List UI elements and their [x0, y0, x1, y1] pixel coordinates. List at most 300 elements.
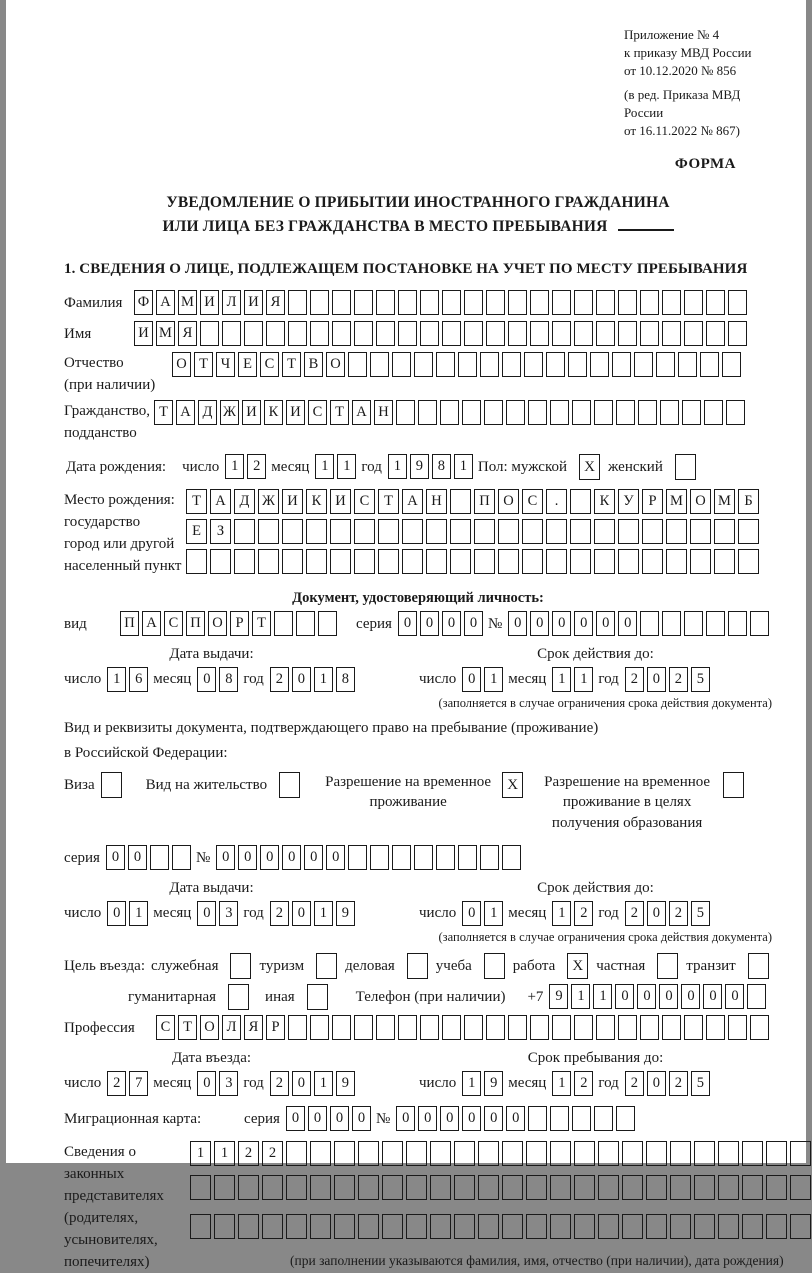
char-cell[interactable] [790, 1141, 811, 1166]
char-cell[interactable]: 3 [219, 901, 238, 926]
char-cell[interactable]: 1 [315, 454, 334, 479]
char-cell[interactable] [334, 1141, 355, 1166]
char-cell[interactable] [282, 519, 303, 544]
char-cell[interactable] [718, 1214, 739, 1239]
char-cell[interactable] [392, 352, 411, 377]
temp-residence-education-checkbox[interactable] [723, 772, 744, 798]
char-cell[interactable] [414, 352, 433, 377]
char-cell[interactable] [376, 290, 395, 315]
char-cell[interactable] [378, 549, 399, 574]
char-cell[interactable] [662, 290, 681, 315]
char-cell[interactable] [222, 321, 241, 346]
char-cell[interactable]: А [156, 290, 175, 315]
char-cell[interactable] [286, 1141, 307, 1166]
char-cell[interactable] [530, 290, 549, 315]
char-cell[interactable]: И [286, 400, 305, 425]
char-cell[interactable]: 0 [292, 901, 311, 926]
char-cell[interactable]: 7 [129, 1071, 148, 1096]
char-cell[interactable] [618, 549, 639, 574]
char-cell[interactable] [660, 400, 679, 425]
char-cell[interactable] [480, 352, 499, 377]
char-cell[interactable]: С [156, 1015, 175, 1040]
char-cell[interactable] [550, 1106, 569, 1131]
char-cell[interactable]: Т [154, 400, 173, 425]
char-cell[interactable] [234, 519, 255, 544]
char-cell[interactable] [694, 1214, 715, 1239]
char-cell[interactable] [714, 549, 735, 574]
char-cell[interactable]: Р [266, 1015, 285, 1040]
char-cell[interactable]: 1 [314, 901, 333, 926]
char-cell[interactable] [464, 1015, 483, 1040]
char-cell[interactable] [738, 549, 759, 574]
char-cell[interactable] [670, 1214, 691, 1239]
char-cell[interactable]: Н [374, 400, 393, 425]
char-cell[interactable]: 9 [336, 1071, 355, 1096]
char-cell[interactable] [590, 352, 609, 377]
char-cell[interactable]: 0 [128, 845, 147, 870]
char-cell[interactable]: О [208, 611, 227, 636]
char-cell[interactable] [436, 845, 455, 870]
char-cell[interactable] [682, 400, 701, 425]
char-cell[interactable] [402, 549, 423, 574]
char-cell[interactable] [706, 611, 725, 636]
char-cell[interactable] [288, 321, 307, 346]
char-cell[interactable] [662, 1015, 681, 1040]
char-cell[interactable] [358, 1141, 379, 1166]
char-cell[interactable]: С [260, 352, 279, 377]
char-cell[interactable] [750, 1015, 769, 1040]
char-cell[interactable]: 0 [464, 611, 483, 636]
char-cell[interactable] [622, 1214, 643, 1239]
char-cell[interactable] [718, 1141, 739, 1166]
char-cell[interactable] [454, 1214, 475, 1239]
char-cell[interactable]: 0 [197, 1071, 216, 1096]
char-cell[interactable]: 2 [625, 667, 644, 692]
char-cell[interactable] [728, 1015, 747, 1040]
char-cell[interactable]: 2 [247, 454, 266, 479]
char-cell[interactable]: Т [330, 400, 349, 425]
char-cell[interactable]: Ч [216, 352, 235, 377]
char-cell[interactable] [426, 519, 447, 544]
char-cell[interactable] [238, 1175, 259, 1200]
char-cell[interactable] [426, 549, 447, 574]
char-cell[interactable]: Н [426, 489, 447, 514]
char-cell[interactable] [612, 352, 631, 377]
visa-checkbox[interactable] [101, 772, 122, 798]
char-cell[interactable] [670, 1175, 691, 1200]
char-cell[interactable]: П [186, 611, 205, 636]
char-cell[interactable] [766, 1175, 787, 1200]
temp-residence-checkbox[interactable]: X [502, 772, 523, 798]
char-cell[interactable]: 0 [260, 845, 279, 870]
char-cell[interactable] [486, 290, 505, 315]
char-cell[interactable] [726, 400, 745, 425]
char-cell[interactable] [646, 1141, 667, 1166]
char-cell[interactable]: 1 [484, 667, 503, 692]
char-cell[interactable]: 0 [238, 845, 257, 870]
char-cell[interactable]: 8 [432, 454, 451, 479]
char-cell[interactable] [546, 549, 567, 574]
char-cell[interactable]: 1 [190, 1141, 211, 1166]
char-cell[interactable]: Я [244, 1015, 263, 1040]
char-cell[interactable] [458, 845, 477, 870]
char-cell[interactable] [552, 1015, 571, 1040]
char-cell[interactable] [288, 290, 307, 315]
char-cell[interactable] [722, 352, 741, 377]
char-cell[interactable]: Ф [134, 290, 153, 315]
char-cell[interactable]: 2 [574, 1071, 593, 1096]
char-cell[interactable] [474, 519, 495, 544]
char-cell[interactable]: О [200, 1015, 219, 1040]
char-cell[interactable] [508, 290, 527, 315]
char-cell[interactable]: О [498, 489, 519, 514]
char-cell[interactable] [210, 549, 231, 574]
char-cell[interactable] [522, 519, 543, 544]
char-cell[interactable]: Р [230, 611, 249, 636]
char-cell[interactable] [150, 845, 169, 870]
char-cell[interactable] [478, 1214, 499, 1239]
char-cell[interactable] [704, 400, 723, 425]
char-cell[interactable]: 0 [440, 1106, 459, 1131]
char-cell[interactable] [546, 352, 565, 377]
char-cell[interactable] [728, 321, 747, 346]
char-cell[interactable] [286, 1214, 307, 1239]
char-cell[interactable] [766, 1141, 787, 1166]
char-cell[interactable] [420, 290, 439, 315]
char-cell[interactable] [354, 321, 373, 346]
char-cell[interactable]: И [242, 400, 261, 425]
char-cell[interactable] [354, 519, 375, 544]
char-cell[interactable]: М [156, 321, 175, 346]
char-cell[interactable]: 0 [506, 1106, 525, 1131]
char-cell[interactable] [690, 519, 711, 544]
char-cell[interactable] [450, 549, 471, 574]
char-cell[interactable]: Б [738, 489, 759, 514]
char-cell[interactable] [190, 1214, 211, 1239]
char-cell[interactable] [618, 1015, 637, 1040]
char-cell[interactable] [420, 1015, 439, 1040]
char-cell[interactable]: 1 [214, 1141, 235, 1166]
char-cell[interactable]: И [200, 290, 219, 315]
char-cell[interactable]: 0 [107, 901, 126, 926]
char-cell[interactable] [594, 519, 615, 544]
char-cell[interactable] [282, 549, 303, 574]
char-cell[interactable]: 0 [703, 984, 722, 1009]
char-cell[interactable]: 1 [552, 1071, 571, 1096]
char-cell[interactable] [244, 321, 263, 346]
char-cell[interactable]: 0 [530, 611, 549, 636]
char-cell[interactable] [436, 352, 455, 377]
char-cell[interactable] [502, 352, 521, 377]
char-cell[interactable] [522, 549, 543, 574]
char-cell[interactable]: 2 [669, 667, 688, 692]
char-cell[interactable] [642, 549, 663, 574]
char-cell[interactable] [430, 1141, 451, 1166]
char-cell[interactable] [598, 1214, 619, 1239]
char-cell[interactable]: 2 [625, 1071, 644, 1096]
char-cell[interactable]: А [352, 400, 371, 425]
char-cell[interactable]: И [244, 290, 263, 315]
char-cell[interactable] [728, 611, 747, 636]
char-cell[interactable] [478, 1141, 499, 1166]
char-cell[interactable] [750, 611, 769, 636]
char-cell[interactable] [358, 1175, 379, 1200]
char-cell[interactable] [370, 352, 389, 377]
char-cell[interactable] [406, 1141, 427, 1166]
char-cell[interactable] [694, 1175, 715, 1200]
char-cell[interactable]: 1 [225, 454, 244, 479]
char-cell[interactable] [640, 611, 659, 636]
char-cell[interactable] [550, 1175, 571, 1200]
char-cell[interactable] [310, 1015, 329, 1040]
char-cell[interactable] [642, 519, 663, 544]
char-cell[interactable]: К [264, 400, 283, 425]
char-cell[interactable] [330, 519, 351, 544]
char-cell[interactable]: 0 [462, 1106, 481, 1131]
char-cell[interactable] [706, 1015, 725, 1040]
char-cell[interactable] [190, 1175, 211, 1200]
char-cell[interactable] [486, 321, 505, 346]
char-cell[interactable] [486, 1015, 505, 1040]
char-cell[interactable]: В [304, 352, 323, 377]
purpose-official-checkbox[interactable] [230, 953, 251, 979]
char-cell[interactable] [790, 1214, 811, 1239]
char-cell[interactable] [526, 1214, 547, 1239]
char-cell[interactable] [382, 1141, 403, 1166]
char-cell[interactable]: 0 [725, 984, 744, 1009]
purpose-tourism-checkbox[interactable] [316, 953, 337, 979]
char-cell[interactable] [464, 290, 483, 315]
char-cell[interactable] [684, 1015, 703, 1040]
purpose-other-checkbox[interactable] [307, 984, 328, 1010]
char-cell[interactable]: Т [252, 611, 271, 636]
char-cell[interactable]: 0 [286, 1106, 305, 1131]
char-cell[interactable]: 1 [388, 454, 407, 479]
char-cell[interactable] [634, 352, 653, 377]
char-cell[interactable]: Т [178, 1015, 197, 1040]
char-cell[interactable] [690, 549, 711, 574]
char-cell[interactable]: 1 [462, 1071, 481, 1096]
char-cell[interactable] [574, 1214, 595, 1239]
char-cell[interactable] [528, 400, 547, 425]
char-cell[interactable] [258, 549, 279, 574]
char-cell[interactable]: А [402, 489, 423, 514]
purpose-private-checkbox[interactable] [657, 953, 678, 979]
char-cell[interactable]: 0 [647, 901, 666, 926]
char-cell[interactable] [742, 1214, 763, 1239]
char-cell[interactable] [618, 290, 637, 315]
char-cell[interactable] [332, 321, 351, 346]
char-cell[interactable] [498, 519, 519, 544]
char-cell[interactable]: 0 [508, 611, 527, 636]
char-cell[interactable]: 0 [442, 611, 461, 636]
char-cell[interactable]: 1 [552, 901, 571, 926]
char-cell[interactable] [214, 1214, 235, 1239]
char-cell[interactable] [640, 1015, 659, 1040]
char-cell[interactable] [747, 984, 766, 1009]
char-cell[interactable]: 0 [106, 845, 125, 870]
char-cell[interactable]: Л [222, 1015, 241, 1040]
char-cell[interactable] [524, 352, 543, 377]
char-cell[interactable] [550, 400, 569, 425]
char-cell[interactable] [480, 845, 499, 870]
char-cell[interactable]: Т [378, 489, 399, 514]
char-cell[interactable] [440, 400, 459, 425]
char-cell[interactable] [266, 321, 285, 346]
purpose-work-checkbox[interactable]: X [567, 953, 588, 979]
char-cell[interactable]: 0 [396, 1106, 415, 1131]
char-cell[interactable] [286, 1175, 307, 1200]
char-cell[interactable]: 0 [647, 1071, 666, 1096]
char-cell[interactable] [594, 400, 613, 425]
char-cell[interactable]: 0 [292, 667, 311, 692]
char-cell[interactable] [414, 845, 433, 870]
char-cell[interactable] [546, 519, 567, 544]
char-cell[interactable] [332, 1015, 351, 1040]
char-cell[interactable]: 0 [615, 984, 634, 1009]
char-cell[interactable] [530, 321, 549, 346]
char-cell[interactable] [706, 290, 725, 315]
char-cell[interactable]: 1 [593, 984, 612, 1009]
char-cell[interactable] [570, 489, 591, 514]
char-cell[interactable] [214, 1175, 235, 1200]
char-cell[interactable]: 2 [238, 1141, 259, 1166]
char-cell[interactable]: 0 [304, 845, 323, 870]
char-cell[interactable] [420, 321, 439, 346]
char-cell[interactable]: 1 [454, 454, 473, 479]
char-cell[interactable]: 0 [398, 611, 417, 636]
char-cell[interactable] [550, 1214, 571, 1239]
char-cell[interactable]: 2 [270, 667, 289, 692]
char-cell[interactable]: 1 [552, 667, 571, 692]
char-cell[interactable]: 0 [352, 1106, 371, 1131]
char-cell[interactable] [684, 321, 703, 346]
char-cell[interactable]: С [308, 400, 327, 425]
char-cell[interactable]: 0 [681, 984, 700, 1009]
char-cell[interactable]: М [714, 489, 735, 514]
char-cell[interactable] [454, 1175, 475, 1200]
char-cell[interactable]: 3 [219, 1071, 238, 1096]
char-cell[interactable]: А [142, 611, 161, 636]
purpose-business-checkbox[interactable] [407, 953, 428, 979]
char-cell[interactable] [442, 321, 461, 346]
char-cell[interactable]: 0 [418, 1106, 437, 1131]
char-cell[interactable]: С [522, 489, 543, 514]
char-cell[interactable] [370, 845, 389, 870]
char-cell[interactable] [694, 1141, 715, 1166]
char-cell[interactable]: 5 [691, 1071, 710, 1096]
char-cell[interactable] [274, 611, 293, 636]
char-cell[interactable]: Т [194, 352, 213, 377]
char-cell[interactable]: 0 [308, 1106, 327, 1131]
char-cell[interactable] [594, 549, 615, 574]
char-cell[interactable] [348, 352, 367, 377]
char-cell[interactable]: . [546, 489, 567, 514]
char-cell[interactable]: 1 [129, 901, 148, 926]
char-cell[interactable] [354, 549, 375, 574]
char-cell[interactable] [618, 519, 639, 544]
char-cell[interactable] [656, 352, 675, 377]
char-cell[interactable] [766, 1214, 787, 1239]
char-cell[interactable]: О [690, 489, 711, 514]
char-cell[interactable]: И [134, 321, 153, 346]
char-cell[interactable] [334, 1214, 355, 1239]
char-cell[interactable] [406, 1175, 427, 1200]
char-cell[interactable]: 2 [625, 901, 644, 926]
char-cell[interactable]: 1 [337, 454, 356, 479]
char-cell[interactable]: 2 [270, 1071, 289, 1096]
sex-male-checkbox[interactable]: X [579, 454, 600, 480]
char-cell[interactable]: 0 [216, 845, 235, 870]
char-cell[interactable] [376, 1015, 395, 1040]
char-cell[interactable] [484, 400, 503, 425]
char-cell[interactable]: Ж [258, 489, 279, 514]
char-cell[interactable] [498, 549, 519, 574]
char-cell[interactable] [662, 321, 681, 346]
char-cell[interactable] [728, 290, 747, 315]
char-cell[interactable]: М [178, 290, 197, 315]
char-cell[interactable] [502, 845, 521, 870]
char-cell[interactable] [684, 290, 703, 315]
char-cell[interactable] [502, 1175, 523, 1200]
char-cell[interactable]: 0 [197, 901, 216, 926]
char-cell[interactable]: Е [238, 352, 257, 377]
char-cell[interactable]: М [666, 489, 687, 514]
char-cell[interactable]: С [164, 611, 183, 636]
char-cell[interactable] [570, 519, 591, 544]
char-cell[interactable]: С [354, 489, 375, 514]
char-cell[interactable] [376, 321, 395, 346]
char-cell[interactable] [258, 519, 279, 544]
char-cell[interactable] [640, 290, 659, 315]
residence-permit-checkbox[interactable] [279, 772, 300, 798]
char-cell[interactable]: И [282, 489, 303, 514]
char-cell[interactable] [442, 1015, 461, 1040]
char-cell[interactable]: 0 [618, 611, 637, 636]
char-cell[interactable] [318, 611, 337, 636]
char-cell[interactable]: 1 [314, 667, 333, 692]
char-cell[interactable] [670, 1141, 691, 1166]
char-cell[interactable]: П [474, 489, 495, 514]
char-cell[interactable]: Е [186, 519, 207, 544]
char-cell[interactable]: 9 [484, 1071, 503, 1096]
char-cell[interactable]: К [306, 489, 327, 514]
char-cell[interactable] [442, 290, 461, 315]
char-cell[interactable] [574, 290, 593, 315]
char-cell[interactable]: 1 [107, 667, 126, 692]
char-cell[interactable] [296, 611, 315, 636]
char-cell[interactable] [616, 1106, 635, 1131]
char-cell[interactable] [310, 1175, 331, 1200]
char-cell[interactable] [172, 845, 191, 870]
char-cell[interactable] [334, 1175, 355, 1200]
char-cell[interactable] [458, 352, 477, 377]
char-cell[interactable]: К [594, 489, 615, 514]
char-cell[interactable] [332, 290, 351, 315]
char-cell[interactable] [574, 1141, 595, 1166]
char-cell[interactable] [738, 519, 759, 544]
char-cell[interactable] [666, 519, 687, 544]
char-cell[interactable]: 0 [462, 667, 481, 692]
char-cell[interactable] [572, 400, 591, 425]
char-cell[interactable] [574, 1015, 593, 1040]
char-cell[interactable]: 1 [574, 667, 593, 692]
char-cell[interactable] [678, 352, 697, 377]
char-cell[interactable] [354, 290, 373, 315]
char-cell[interactable] [596, 290, 615, 315]
char-cell[interactable]: Д [198, 400, 217, 425]
char-cell[interactable]: 0 [647, 667, 666, 692]
